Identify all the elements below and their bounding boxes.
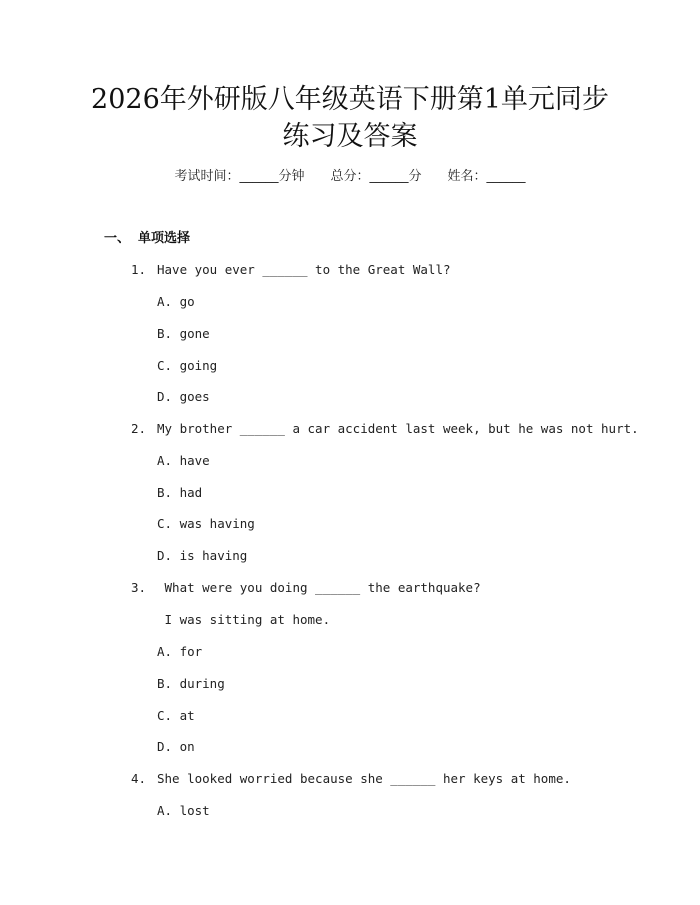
document-title-line-2: 练习及答案: [282, 121, 418, 152]
section-title: 单项选择: [138, 231, 191, 246]
option-item: D. is having: [157, 548, 248, 563]
question-number: 1.: [131, 262, 147, 277]
question-number: 2.: [131, 421, 147, 436]
document-title-line-1: 2026年外研版八年级英语下册第1单元同步: [91, 84, 609, 115]
option-item: C. was having: [157, 516, 255, 531]
question-text: My brother ______ a car accident last week, but he was not hurt.: [157, 421, 639, 436]
option-item: A. go: [157, 294, 195, 309]
option-item: A. for: [157, 644, 203, 659]
option-item: B. had: [157, 485, 203, 500]
exam-meta: [0, 167, 700, 187]
section-number: 一、: [104, 231, 131, 246]
exam-total-score: 总分：______分: [330, 169, 422, 184]
question-text: Have you ever ______ to the Great Wall?: [157, 262, 451, 277]
question-number: 4.: [131, 771, 147, 786]
question-number: 3.: [131, 580, 147, 595]
question-text: She looked worried because she ______ her keys at home.: [157, 771, 571, 786]
section-heading: [104, 229, 190, 249]
option-item: C. at: [157, 708, 195, 723]
question-answer-line: I was sitting at home.: [157, 612, 331, 627]
option-item: A. lost: [157, 803, 210, 818]
option-item: C. going: [157, 358, 218, 373]
student-name: 姓名：______: [447, 169, 526, 184]
option-item: D. goes: [157, 389, 210, 404]
exam-time: 考试时间：______分钟: [174, 169, 305, 184]
option-item: B. gone: [157, 326, 210, 341]
option-item: A. have: [157, 453, 210, 468]
question-text: What were you doing ______ the earthquake?: [157, 580, 481, 595]
option-item: B. during: [157, 676, 225, 691]
option-item: D. on: [157, 739, 195, 754]
